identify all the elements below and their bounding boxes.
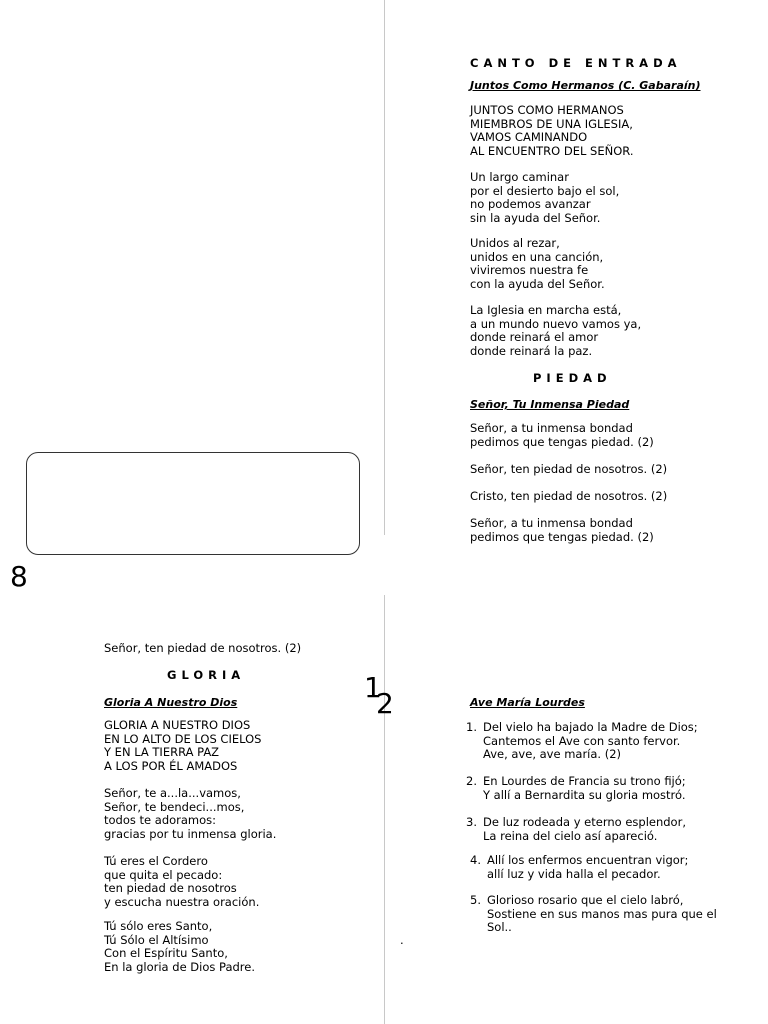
verse-line: con la ayuda del Señor. xyxy=(470,276,605,291)
verse-line: Tú eres el Cordero xyxy=(104,854,208,868)
verse-line: La reina del cielo así apareció. xyxy=(483,828,658,843)
fold-line-top xyxy=(384,0,385,535)
verse-line: unidos en una canción, xyxy=(470,249,604,264)
entrada-heading: CANTO DE ENTRADA xyxy=(470,56,682,70)
verse-line: A LOS POR ÉL AMADOS xyxy=(104,758,238,773)
entrada-stanza-4 xyxy=(470,304,641,358)
item-number: 1. xyxy=(466,720,477,734)
verse-line: VAMOS CAMINANDO xyxy=(470,130,588,144)
verse-line: Cantemos el Ave con santo fervor. xyxy=(483,733,681,748)
ave-item-1 xyxy=(466,721,746,763)
piedad-stanza-3 xyxy=(470,490,667,504)
verse-line: todos te adoramos: xyxy=(104,813,217,827)
item-number: 2. xyxy=(466,774,477,788)
empty-rounded-box xyxy=(26,452,360,555)
verse-line: ten piedad de nosotros xyxy=(104,881,237,895)
page-number-1: 1 xyxy=(364,671,382,704)
verse-line: En Lourdes de Francia su trono fijó; xyxy=(483,774,686,788)
verse-line: La Iglesia en marcha está, xyxy=(470,303,622,317)
verse-line: MIEMBROS DE UNA IGLESIA, xyxy=(470,116,633,131)
page-number-8: 8 xyxy=(10,560,28,593)
stray-mark: . xyxy=(400,933,404,947)
verse-line: Con el Espíritu Santo, xyxy=(104,946,228,960)
verse-line: En la gloria de Dios Padre. xyxy=(104,959,255,974)
verse-line: Unidos al rezar, xyxy=(470,236,560,250)
verse-line: Sol.. xyxy=(487,920,512,934)
verse-line: y escucha nuestra oración. xyxy=(104,894,260,909)
entrada-stanza-2 xyxy=(470,171,619,225)
ave-item-3 xyxy=(466,816,746,844)
verse-line: Señor, ten piedad de nosotros. (2) xyxy=(470,462,668,476)
verse-line: sin la ayuda del Señor. xyxy=(470,210,601,225)
verse-line: Tú sólo eres Santo, xyxy=(104,919,213,933)
piedad-stanza-4 xyxy=(470,517,654,544)
verse-line: Señor, a tu inmensa bondad xyxy=(470,421,633,435)
entrada-stanza-3 xyxy=(470,237,605,291)
piedad-song-title: Señor, Tu Inmensa Piedad xyxy=(470,398,630,411)
piedad-stanza-2 xyxy=(470,463,667,477)
verse-line: JUNTOS COMO HERMANOS xyxy=(470,103,624,117)
verse-line: viviremos nuestra fe xyxy=(470,263,589,277)
verse-line: Ave, ave, ave maría. (2) xyxy=(483,747,622,761)
verse-line: De luz rodeada y eterno esplendor, xyxy=(483,815,686,829)
verse-line: donde reinará el amor xyxy=(470,330,599,344)
verse-line: Y EN LA TIERRA PAZ xyxy=(104,745,220,759)
entrada-song-title: Juntos Como Hermanos (C. Gabaraín) xyxy=(470,79,701,92)
verse-line: por el desierto bajo el sol, xyxy=(470,183,620,198)
gloria-stanza-2 xyxy=(104,787,276,841)
ave-song-title: Ave María Lourdes xyxy=(470,696,585,709)
ave-item-4 xyxy=(470,854,746,882)
item-number: 5. xyxy=(470,893,481,907)
verse-line: pedimos que tengas piedad. (2) xyxy=(470,434,654,449)
gloria-stanza-1 xyxy=(104,719,261,773)
verse-line: Cristo, ten piedad de nosotros. (2) xyxy=(470,489,668,503)
fold-line-bottom xyxy=(384,595,385,1024)
verse-line: Tú Sólo el Altísimo xyxy=(104,932,209,947)
gloria-stanza-3 xyxy=(104,855,259,909)
piedad-heading: PIEDAD xyxy=(533,371,612,385)
verse-line: Y allí a Bernardita su gloria mostró. xyxy=(483,787,686,802)
verse-line: GLORIA A NUESTRO DIOS xyxy=(104,718,251,732)
verse-line: Del vielo ha bajado la Madre de Dios; xyxy=(483,720,698,734)
verse-line: allí luz y vida halla el pecador. xyxy=(487,866,661,881)
verse-line: pedimos que tengas piedad. (2) xyxy=(470,529,654,544)
ave-item-2 xyxy=(466,775,746,803)
verse-line: Allí los enfermos encuentran vigor; xyxy=(487,853,689,867)
entrada-stanza-1 xyxy=(470,104,633,158)
ave-item-5 xyxy=(470,894,760,936)
verse-line: que quita el pecado: xyxy=(104,867,223,882)
verse-line: EN LO ALTO DE LOS CIELOS xyxy=(104,731,262,746)
piedad-stanza-1 xyxy=(470,422,654,449)
gloria-heading: GLORIA xyxy=(167,668,246,682)
item-number: 4. xyxy=(470,853,481,867)
gloria-stanza-4 xyxy=(104,920,255,974)
verse-line: Señor, a tu inmensa bondad xyxy=(470,516,633,530)
verse-line: Sostiene en sus manos mas pura que el xyxy=(487,906,717,921)
verse-line: Señor, te a...la...vamos, xyxy=(104,786,241,800)
piedad-continued: Señor, ten piedad de nosotros. (2) xyxy=(104,641,302,655)
gloria-song-title: Gloria A Nuestro Dios xyxy=(104,696,238,709)
verse-line: donde reinará la paz. xyxy=(470,343,593,358)
verse-line: a un mundo nuevo vamos ya, xyxy=(470,316,642,331)
item-number: 3. xyxy=(466,815,477,829)
verse-line: Señor, te bendeci...mos, xyxy=(104,799,245,814)
verse-line: Glorioso rosario que el cielo labró, xyxy=(487,893,684,907)
verse-line: gracias por tu inmensa gloria. xyxy=(104,826,277,841)
verse-line: no podemos avanzar xyxy=(470,197,591,211)
verse-line: AL ENCUENTRO DEL SEÑOR. xyxy=(470,143,634,158)
page-number-2: 2 xyxy=(376,687,394,720)
verse-line: Un largo caminar xyxy=(470,170,569,184)
